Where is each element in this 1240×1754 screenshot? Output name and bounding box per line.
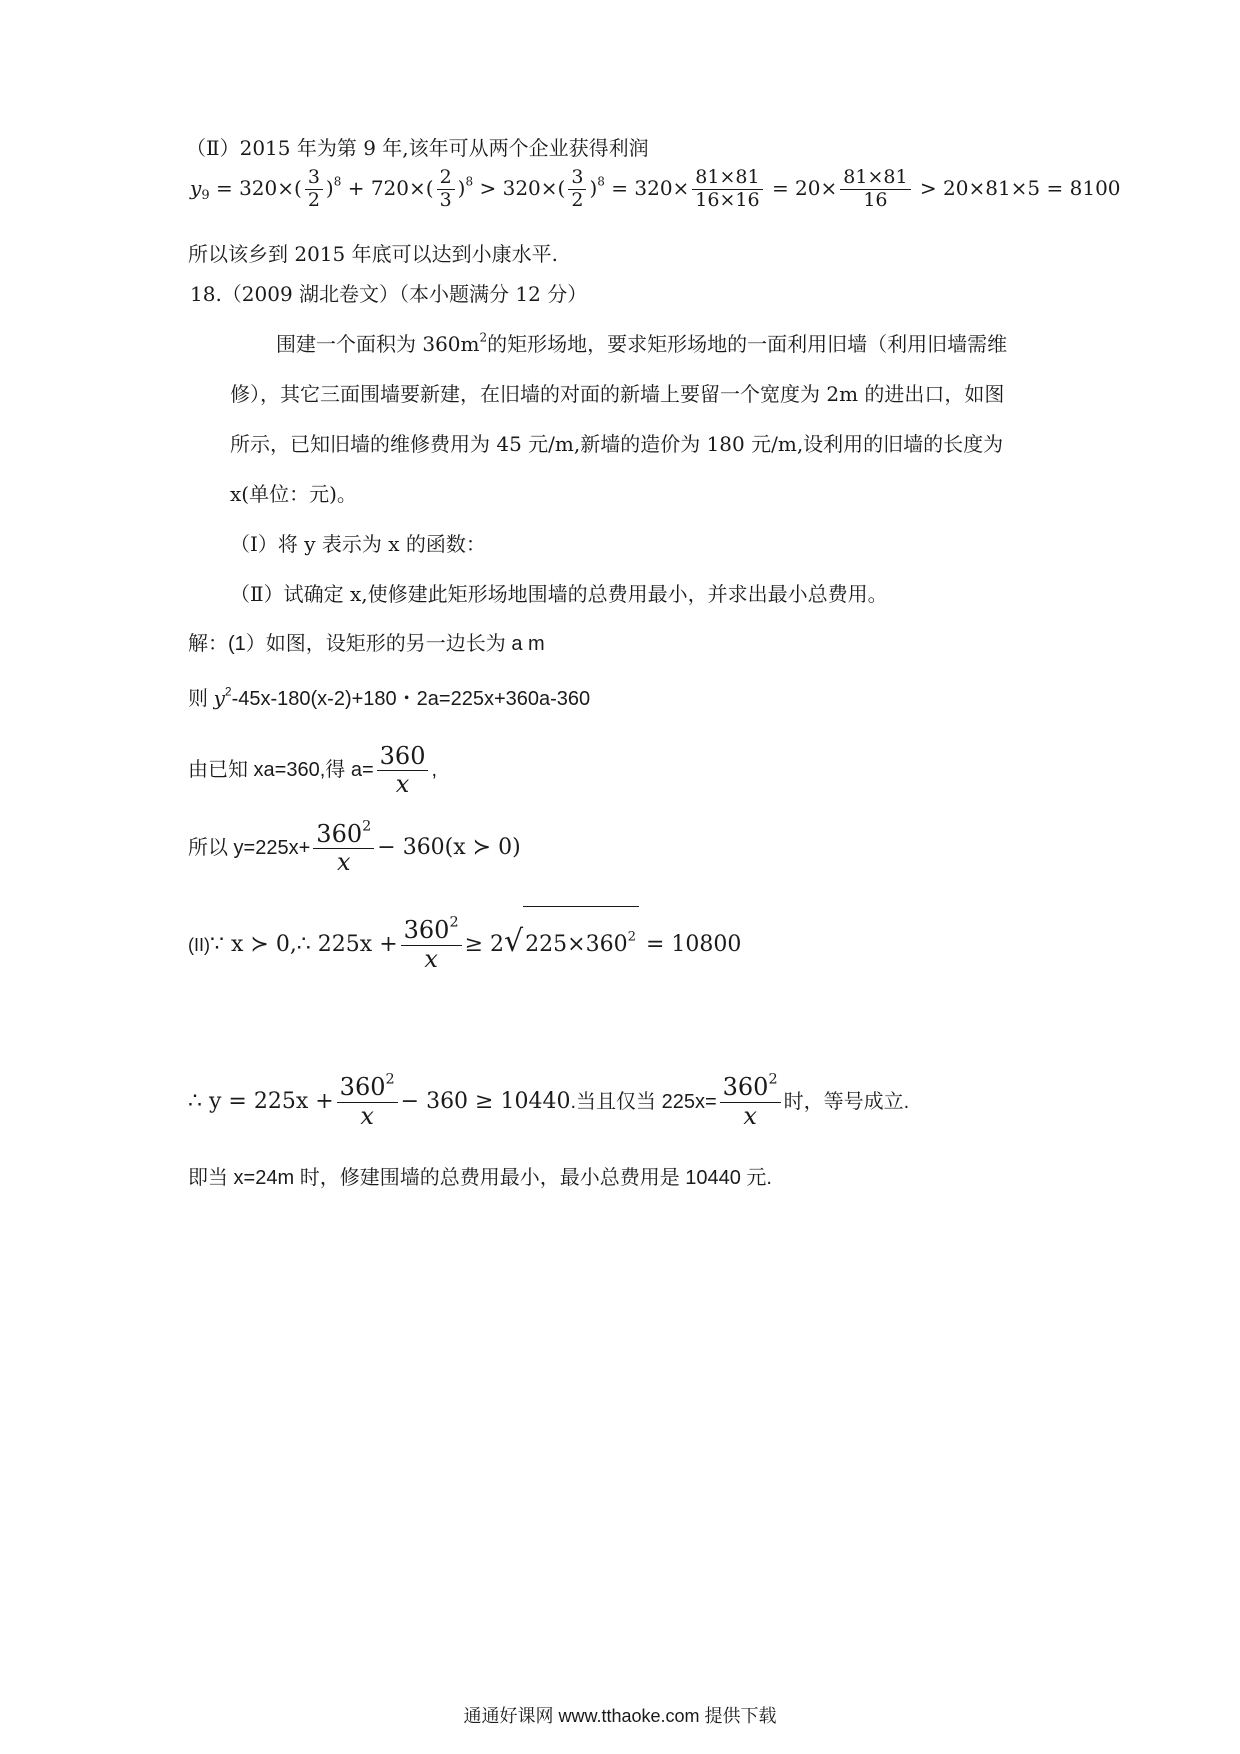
eq-frac1: $\frac{3}{2}$ [305, 167, 323, 212]
y-fraction: $\frac{360^2}{x}$ [313, 821, 374, 877]
solution-line1: 解：(1）如图，设矩形的另一边长为 a m [188, 633, 545, 655]
page-footer: 通通好课网 www.tthaoke.com 提供下载 [463, 1706, 777, 1726]
problem-line2: 修），其它三面围墙要新建，在旧墙的对面的新墙上要留一个宽度为 2m 的进出口，如图 [230, 382, 1005, 406]
eq-term1: = 320×( [215, 176, 302, 200]
solution-line3: 由已知 xa=360,得 a= $\frac{360}{x}$ , [188, 741, 438, 799]
eq-term6: > 20×81×5 = 8100 [919, 176, 1121, 200]
sqrt-icon: √ [504, 924, 524, 959]
min-fraction: $\frac{360^2}{x}$ [337, 1074, 398, 1130]
eq-term4: = 320× [611, 176, 690, 200]
solution-line5: (II)∵ x ≻ 0,∴ 225x + $\frac{360^2}{x}$ ≥ $2√225\times 360^2 = 10800$ [188, 906, 741, 981]
eq-y: y [190, 176, 202, 200]
eq-term5: = 20× [771, 176, 838, 200]
problem-line4: x(单位：元)。 [230, 482, 357, 506]
solution-line6: ∴ y = 225x + $\frac{360^2}{x}$ − 360 ≥ 10440.当且仅当 225x= $\frac{360^2}{x}$ 时，等号成立. [188, 1071, 910, 1130]
question-2: （Ⅱ）试确定 x,使修建此矩形场地围墙的总费用最小，并求出最小总费用。 [230, 582, 888, 606]
problem-line3: 所示，已知旧墙的维修费用为 45 元/m,新墙的造价为 180 元/m,设利用的旧墙的长度为 [230, 432, 1004, 456]
solution-line7: 即当 x=24m 时，修建围墙的总费用最小，最小总费用是 10440 元. [188, 1167, 772, 1189]
problem18-header: 18.（2009 湖北卷文）（本小题满分 12 分） [190, 282, 588, 306]
eq-frac4: $\frac{81\times 81}{16\times 16}$ [692, 167, 762, 212]
problem-line1: 围建一个面积为 $360m^2$的矩形场地，要求矩形场地的一面利用旧墙（利用旧墙需维 [276, 330, 1008, 356]
question-1: （Ⅰ）将 y 表示为 x 的函数： [230, 532, 486, 556]
a-fraction: $\frac{360}{x}$ [377, 743, 429, 799]
sqrt-body: $225\times 360^2$ [523, 906, 639, 981]
part2-header: （Ⅱ）2015 年为第 9 年,该年可从两个企业获得利润 [186, 136, 649, 160]
equality-fraction: $\frac{360^2}{x}$ [720, 1074, 781, 1130]
eq-term3: > 320×( [479, 176, 566, 200]
solution-line4: 所以 y=225x+ $\frac{360^2}{x}$ − 360(x ≻ 0) [188, 818, 521, 877]
solution-line2: 则 $y^2-45x-180(x-2)+180$・2a=225x+360a-360 [188, 684, 591, 710]
eq-frac5: $\frac{81\times 81}{16}$ [840, 167, 910, 212]
profit-equation: $y_9 = 320\times$( $\frac{3}{2}$ )$^8$ + 720×( $\frac{2}{3}$ )$^8$ > 320×( $\frac{3}{2}$ )$^8$ = 320× $\frac{81\times 81}{16\times 16}$ = 20× $\frac{81\times 81}{16}$ > 20×81×5 = 8100 [190, 166, 1121, 211]
eq-term2: + 720×( [347, 176, 434, 200]
part2-conclusion: 所以该乡到 2015 年底可以达到小康水平. [188, 242, 558, 266]
ineq-fraction: $\frac{360^2}{x}$ [401, 917, 462, 973]
eq-frac3: $\frac{3}{2}$ [568, 167, 586, 212]
eq-frac2: $\frac{2}{3}$ [437, 167, 455, 212]
eq-y-sub: 9 [201, 187, 210, 203]
